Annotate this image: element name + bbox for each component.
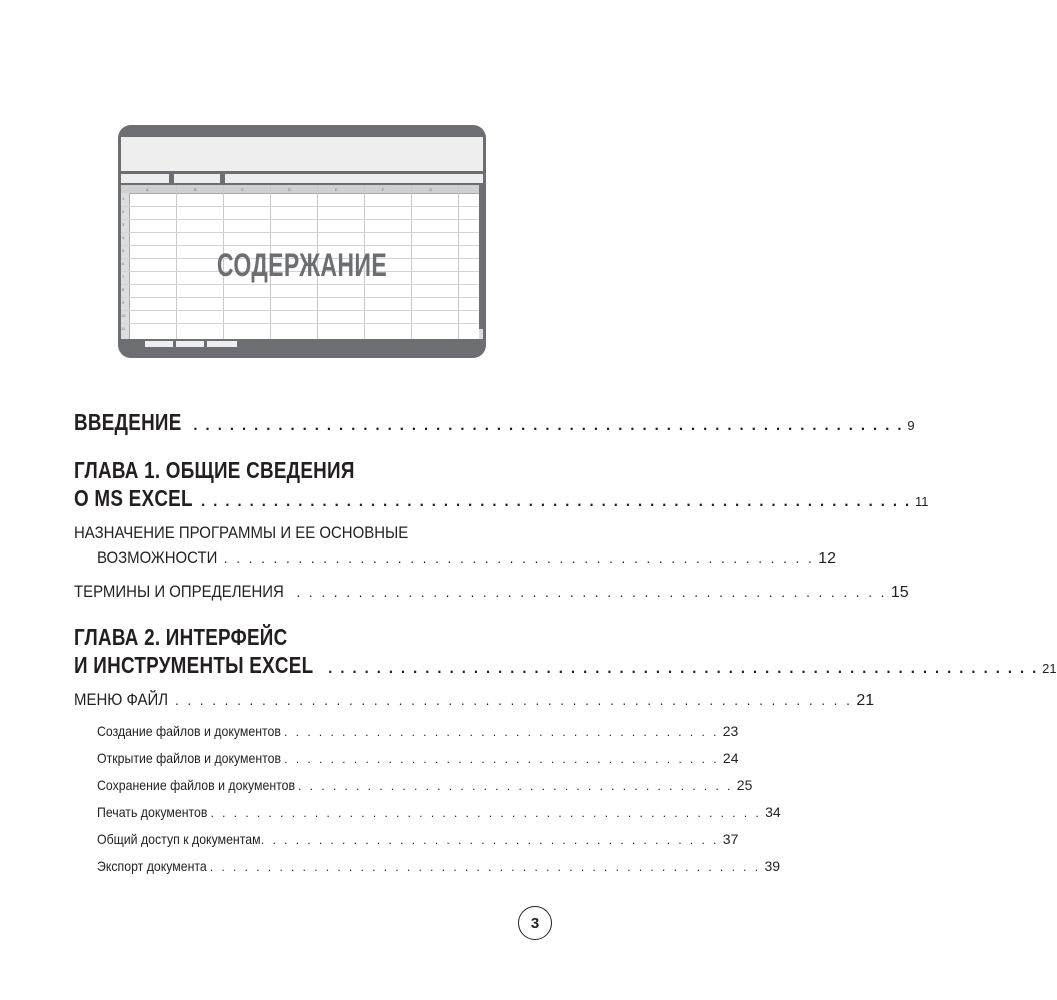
dot-leader: . . . . . . . . . . . . . . . . . . . . . . . . . . . . . . . . . . . . . . . . . . . . . . . .: [223, 552, 815, 566]
toc-page-number: 9: [907, 418, 915, 433]
toc-entry-title: Создание файлов и документов: [97, 723, 281, 739]
contents-heading: СОДЕРЖАНИЕ: [216, 247, 388, 283]
column-header-f: F: [382, 187, 385, 192]
dot-leader: . . . . . . . . . . . . . . . . . . . . . . . . . . . . . . . . . . . . . .: [284, 753, 719, 766]
column-header-c: C: [241, 187, 244, 192]
dot-leader: . . . . . . . . . . . . . . . . . . . . . . . . . . . . . . . . . . . . . . . . . . . . . . . . . . . . . . . . . . .: [200, 495, 912, 509]
row-header: 2: [122, 209, 125, 214]
dot-leader: . . . . . . . . . . . . . . . . . . . . . . . . . . . . . . . . . . . . . . . . . . . . . . . . . . . . . . .: [174, 694, 853, 708]
toc-entry-subsection: [97, 858, 781, 874]
toc-section-line: [74, 523, 524, 543]
toc-entry-title: ГЛАВА 2. ИНТЕРФЕЙС: [74, 624, 288, 650]
toc-page-number: 25: [736, 777, 753, 793]
row-header: 4: [122, 235, 125, 240]
row-header: 9: [122, 300, 125, 305]
name-box: [121, 174, 169, 183]
grid-line: [458, 185, 459, 339]
column-headers: [121, 185, 479, 194]
toc-entry-title: ТЕРМИНЫ И ОПРЕДЕЛЕНИЯ: [74, 582, 284, 601]
row-header: 1: [122, 196, 125, 201]
function-box: [174, 174, 220, 183]
grid-line: [121, 297, 479, 298]
toc-page-number: 21: [856, 692, 875, 709]
toc-entry-title: МЕНЮ ФАЙЛ: [74, 690, 169, 709]
dot-leader: . . . . . . . . . . . . . . . . . . . . . . . . . . . . . . . . . . . . . .: [284, 726, 719, 739]
toc-page-number: 12: [818, 550, 836, 567]
toc-page-number: 39: [764, 858, 781, 874]
toc-page-number: 21: [1042, 661, 1057, 676]
grid-line: [121, 219, 479, 220]
toc-entry-title: Печать документов: [97, 804, 208, 820]
page-number: 3: [518, 906, 552, 940]
toc-entry-title: О MS EXCEL: [74, 485, 193, 511]
toc-page-number: 11: [915, 494, 929, 509]
toc-entry-subsection: [97, 750, 739, 766]
toc-page-number: 24: [722, 750, 739, 766]
toc-page-number: 34: [765, 804, 781, 820]
toc-entry-title: ВВЕДЕНИЕ: [74, 409, 182, 435]
grid-line: [121, 284, 479, 285]
grid-line: [121, 206, 479, 207]
toc-entry-chapter-2: [74, 652, 1057, 679]
row-header: 8: [122, 287, 125, 292]
row-header: 11: [121, 326, 126, 331]
spreadsheet-illustration: [118, 125, 486, 358]
grid-line: [121, 232, 479, 233]
formula-bar: [225, 174, 483, 183]
toc-entry-section: [74, 582, 909, 602]
toc-entry-subsection: [97, 723, 739, 739]
toc-entry-intro: [74, 409, 915, 436]
dot-leader: . . . . . . . . . . . . . . . . . . . . . . . . . . . . . . . . . . . . . . . . . . . . . . . .: [210, 807, 762, 820]
toc-entry-title: Сохранение файлов и документов: [97, 777, 296, 793]
grid-line: [121, 310, 479, 311]
toc-page-number: 23: [722, 723, 739, 739]
grid-line: [121, 245, 479, 246]
toc-page-number: 37: [722, 831, 739, 847]
row-header: 3: [122, 222, 125, 227]
toc-entry-chapter-1: [74, 485, 929, 512]
column-header-b: B: [194, 187, 197, 192]
row-header: 10: [121, 313, 126, 318]
column-header-e: E: [335, 187, 338, 192]
toc-entry-subsection: [97, 831, 739, 847]
toc-entry-title: Открытие файлов и документов: [97, 750, 282, 766]
toc-entry-title: Общий доступ к документам: [97, 831, 261, 847]
row-headers: [121, 193, 130, 339]
sheet-tab: [145, 341, 173, 347]
dot-leader: . . . . . . . . . . . . . . . . . . . . . . . . . . . . . . . . . . . . . . . . . . . . . . . .: [296, 586, 887, 600]
row-header: 6: [122, 261, 125, 266]
dot-leader: . . . . . . . . . . . . . . . . . . . . . . . . . . . . . . . . . . . . . . . . . . . . . . . . . . . . . . . . . . .: [327, 662, 1039, 676]
toc-chapter-2-title-line: [74, 624, 524, 651]
toc-entry-title: И ИНСТРУМЕНТЫ EXCEL: [74, 652, 314, 678]
ribbon-bar: [121, 137, 483, 171]
toc-chapter-1-title-line: [74, 457, 524, 484]
toc-entry-title: Экспорт документа: [97, 858, 207, 874]
row-header: 7: [122, 274, 125, 279]
row-header: 5: [122, 248, 125, 253]
dot-leader: . . . . . . . . . . . . . . . . . . . . . . . . . . . . . . . . . . . . . .: [298, 780, 733, 793]
toc-entry-title: ГЛАВА 1. ОБЩИЕ СВЕДЕНИЯ: [74, 457, 355, 483]
dot-leader: . . . . . . . . . . . . . . . . . . . . . . . . . . . . . . . . . . . . . . . .: [260, 834, 719, 847]
column-header-a: A: [146, 187, 149, 192]
scrollbar-thumb: [479, 193, 483, 329]
toc-entry-section: [97, 548, 836, 568]
column-header-d: D: [288, 187, 291, 192]
toc-page-number: 15: [890, 584, 909, 601]
dot-leader: . . . . . . . . . . . . . . . . . . . . . . . . . . . . . . . . . . . . . . . . . . . . . . . . . . . . . . . . . . .: [193, 419, 904, 433]
sheet-tab: [176, 341, 204, 347]
toc-entry-subsection: [97, 777, 753, 793]
toc-entry-title: ВОЗМОЖНОСТИ: [97, 548, 218, 567]
column-header-g: G: [429, 187, 433, 192]
sheet-tab: [207, 341, 237, 347]
toc-entry-section: [74, 690, 875, 710]
toc-entry-subsection: [97, 804, 781, 820]
toc-entry-title: НАЗНАЧЕНИЕ ПРОГРАММЫ И ЕЕ ОСНОВНЫЕ: [74, 523, 409, 542]
dot-leader: . . . . . . . . . . . . . . . . . . . . . . . . . . . . . . . . . . . . . . . . . . . . . . . .: [209, 861, 761, 874]
grid-line: [121, 323, 479, 324]
